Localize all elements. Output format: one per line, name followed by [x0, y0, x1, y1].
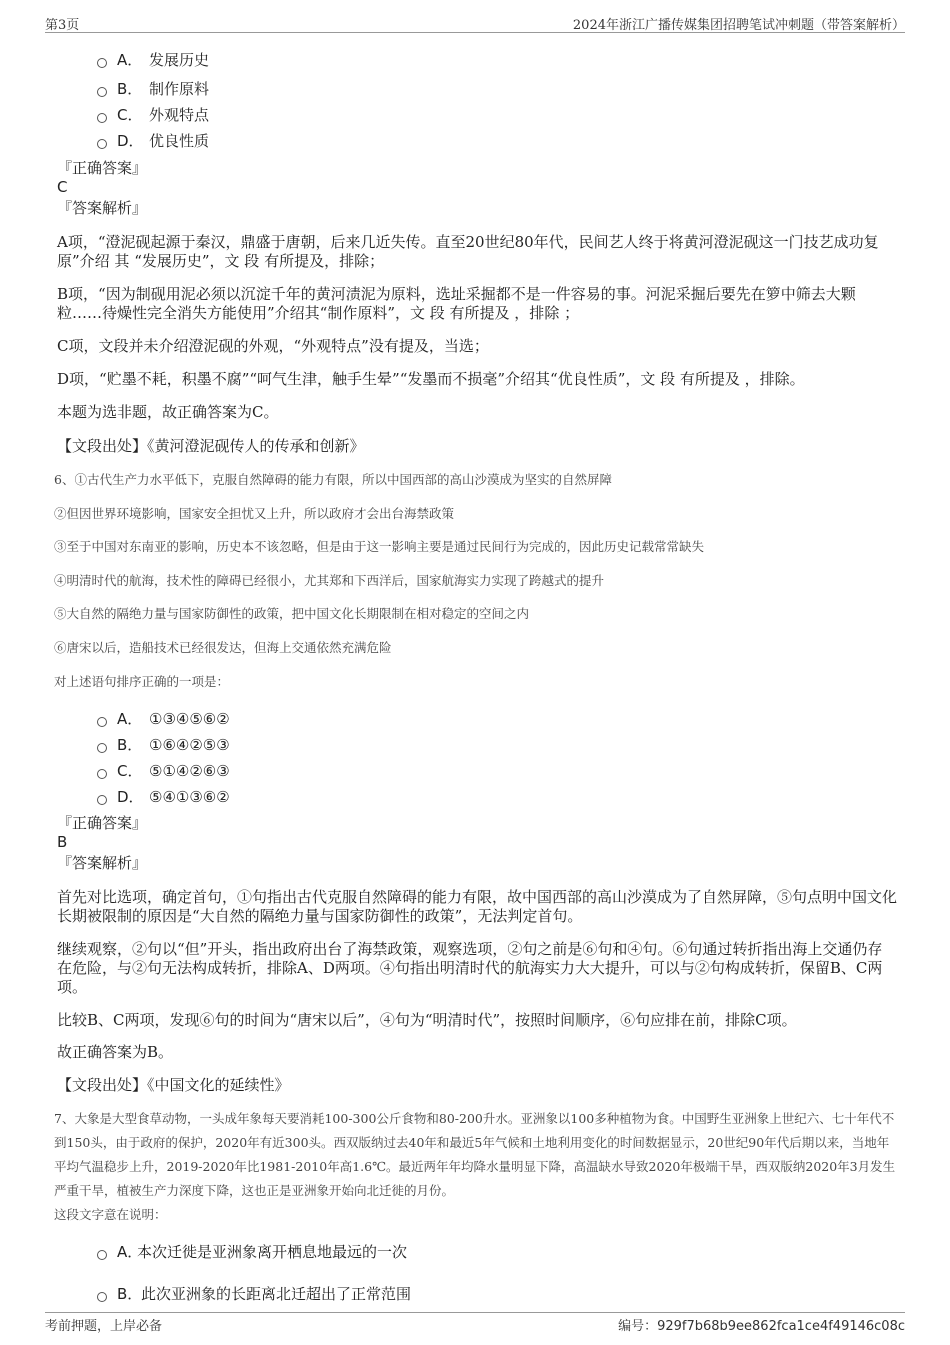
- q6-prompt: 对上述语句排序正确的一项是：: [54, 674, 230, 689]
- q5-answer-label: 『正确答案』: [57, 159, 148, 177]
- q6-source: 【文段出处】《中国文化的延续性》: [57, 1076, 290, 1094]
- q5-option-c[interactable]: C． 外观特点: [97, 104, 209, 125]
- q6-sentence-5: ⑤大自然的隔绝力量与国家防御性的政策，把中国文化长期限制在相对稳定的空间之内: [54, 606, 530, 621]
- radio-icon[interactable]: [97, 743, 107, 753]
- q6-option-d[interactable]: D． ⑤④①③⑥②: [97, 786, 230, 807]
- q6-sentence-2: ②但因世界环境影响，国家安全担忧又上升，所以政府才会出台海禁政策: [54, 506, 455, 521]
- q6-sentence-3: ③至于中国对东南亚的影响，历史本不该忽略，但是由于这一影响主要是通过民间行为完成的，因此历史记载常常缺失: [54, 539, 705, 554]
- radio-icon[interactable]: [97, 113, 107, 123]
- q5-option-a[interactable]: A． 发展历史: [97, 49, 209, 70]
- q5-conclusion: 本题为选非题，故正确答案为C。: [57, 403, 279, 421]
- q6-option-b[interactable]: B． ①⑥④②⑤③: [97, 734, 230, 755]
- q6-answer-label: 『正确答案』: [57, 814, 148, 832]
- q6-option-c[interactable]: C． ⑤①④②⑥③: [97, 760, 230, 781]
- page-header: [45, 14, 905, 33]
- q5-source: 【文段出处】《黄河澄泥砚传人的传承和创新》: [57, 437, 365, 455]
- q5-answer: C: [57, 178, 68, 196]
- q5-analysis-c: C项，文段并未介绍澄泥砚的外观，“外观特点”没有提及，当选；: [57, 337, 489, 355]
- document-code: 编号：929f7b68b9ee862fca1ce4f49146c08c: [618, 1319, 905, 1334]
- radio-icon[interactable]: [97, 1250, 107, 1260]
- q7-option-b[interactable]: B． 此次亚洲象的长距离北迁超出了正常范围: [97, 1283, 411, 1304]
- q6-option-a[interactable]: A． ①③④⑤⑥②: [97, 708, 230, 729]
- q6-sentence-4: ④明清时代的航海，技术性的障碍已经很小，尤其郑和下西洋后，国家航海实力实现了跨越式的提升: [54, 573, 605, 588]
- q5-option-b[interactable]: B． 制作原料: [97, 78, 209, 99]
- q7-option-a[interactable]: A． 本次迁徙是亚洲象离开栖息地最远的一次: [97, 1241, 407, 1262]
- q5-option-d[interactable]: D． 优良性质: [97, 130, 209, 151]
- document-title: 2024年浙江广播传媒集团招聘笔试冲刺题（带答案解析）: [572, 18, 905, 33]
- radio-icon[interactable]: [97, 139, 107, 149]
- q6-sentence-1: 6、①古代生产力水平低下，克服自然障碍的能力有限，所以中国西部的高山沙漠成为坚实的自然屏障: [54, 472, 612, 487]
- q6-conclusion: 故正确答案为B。: [57, 1043, 174, 1061]
- radio-icon[interactable]: [97, 87, 107, 97]
- q6-answer: B: [57, 833, 68, 851]
- q5-analysis-d: D项，“贮墨不耗，积墨不腐”“呵气生津，触手生晕”“发墨而不损毫”介绍其“优良性质”，文 段 有所提及 ，排除。: [57, 370, 805, 388]
- q6-analysis-label: 『答案解析』: [57, 854, 148, 872]
- radio-icon[interactable]: [97, 769, 107, 779]
- q7-prompt: 这段文字意在说明：: [54, 1207, 167, 1222]
- radio-icon[interactable]: [97, 795, 107, 805]
- q5-analysis-b: B项，“因为制砚用泥必须以沉淀千年的黄河渍泥为原料，选址采掘都不是一件容易的事。河泥采掘后要先在箩中筛去大颗粒……待燥性完全消失方能使用”介绍其“制作原料”，文 段 有所提及 ，排除 ；: [57, 285, 856, 322]
- q5-analysis-a: A项，“澄泥砚起源于秦汉，鼎盛于唐朝，后来几近失传。直至20世纪80年代，民间艺人终于将黄河澄泥砚这一门技艺成功复原”介绍 其 “发展历史”，文 段 有所提及，排除；: [57, 233, 879, 270]
- q5-analysis-label: 『答案解析』: [57, 199, 148, 217]
- q6-sentence-6: ⑥唐宋以后，造船技术已经很发达，但海上交通依然充满危险: [54, 640, 392, 655]
- radio-icon[interactable]: [97, 58, 107, 68]
- q7-stem: 7、大象是大型食草动物，一头成年象每天要消耗100-300公斤食物和80-200升水。亚洲象以100多种植物为食。中国野生亚洲象上世纪六、七十年代不到150头，由于政府的保护，2020年有近300头。西双版纳过去40年和最近5年气候和土地利用变化的时间数据显示，20世纪90年代后期以来，当地年平均气温稳步上升，2019-2020年比1981-2010年高1.6℃。最近两年年均降水量明显下降，高温缺水导致2020年极端干旱，西双版纳2020年3月发生严重干旱，植被生产力深度下降，这也正是亚洲象开始向北迁徙的月份。: [54, 1111, 896, 1198]
- page-footer: [45, 1312, 905, 1333]
- radio-icon[interactable]: [97, 717, 107, 727]
- radio-icon[interactable]: [97, 1292, 107, 1302]
- footer-slogan: 考前押题，上岸必备: [45, 1319, 163, 1334]
- q6-analysis-2: 继续观察，②句以“但”开头，指出政府出台了海禁政策，观察选项，②句之前是⑥句和④句。⑥句通过转折指出海上交通仍存在危险，与②句无法构成转折，排除A、D两项。④句指出明清时代的航海实力大大提升，可以与②句构成转折，保留B、C两项。: [57, 940, 883, 996]
- page-number: 第3页: [45, 18, 80, 33]
- q6-analysis-3: 比较B、C两项，发现⑥句的时间为“唐宋以后”，④句为“明清时代”，按照时间顺序，⑥句应排在前，排除C项。: [57, 1011, 797, 1029]
- q6-analysis-1: 首先对比选项，确定首句，①句指出古代克服自然障碍的能力有限，故中国西部的高山沙漠成为了自然屏障，⑤句点明中国文化长期被限制的原因是“大自然的隔绝力量与国家防御性的政策”，无法判定首句。: [57, 888, 898, 925]
